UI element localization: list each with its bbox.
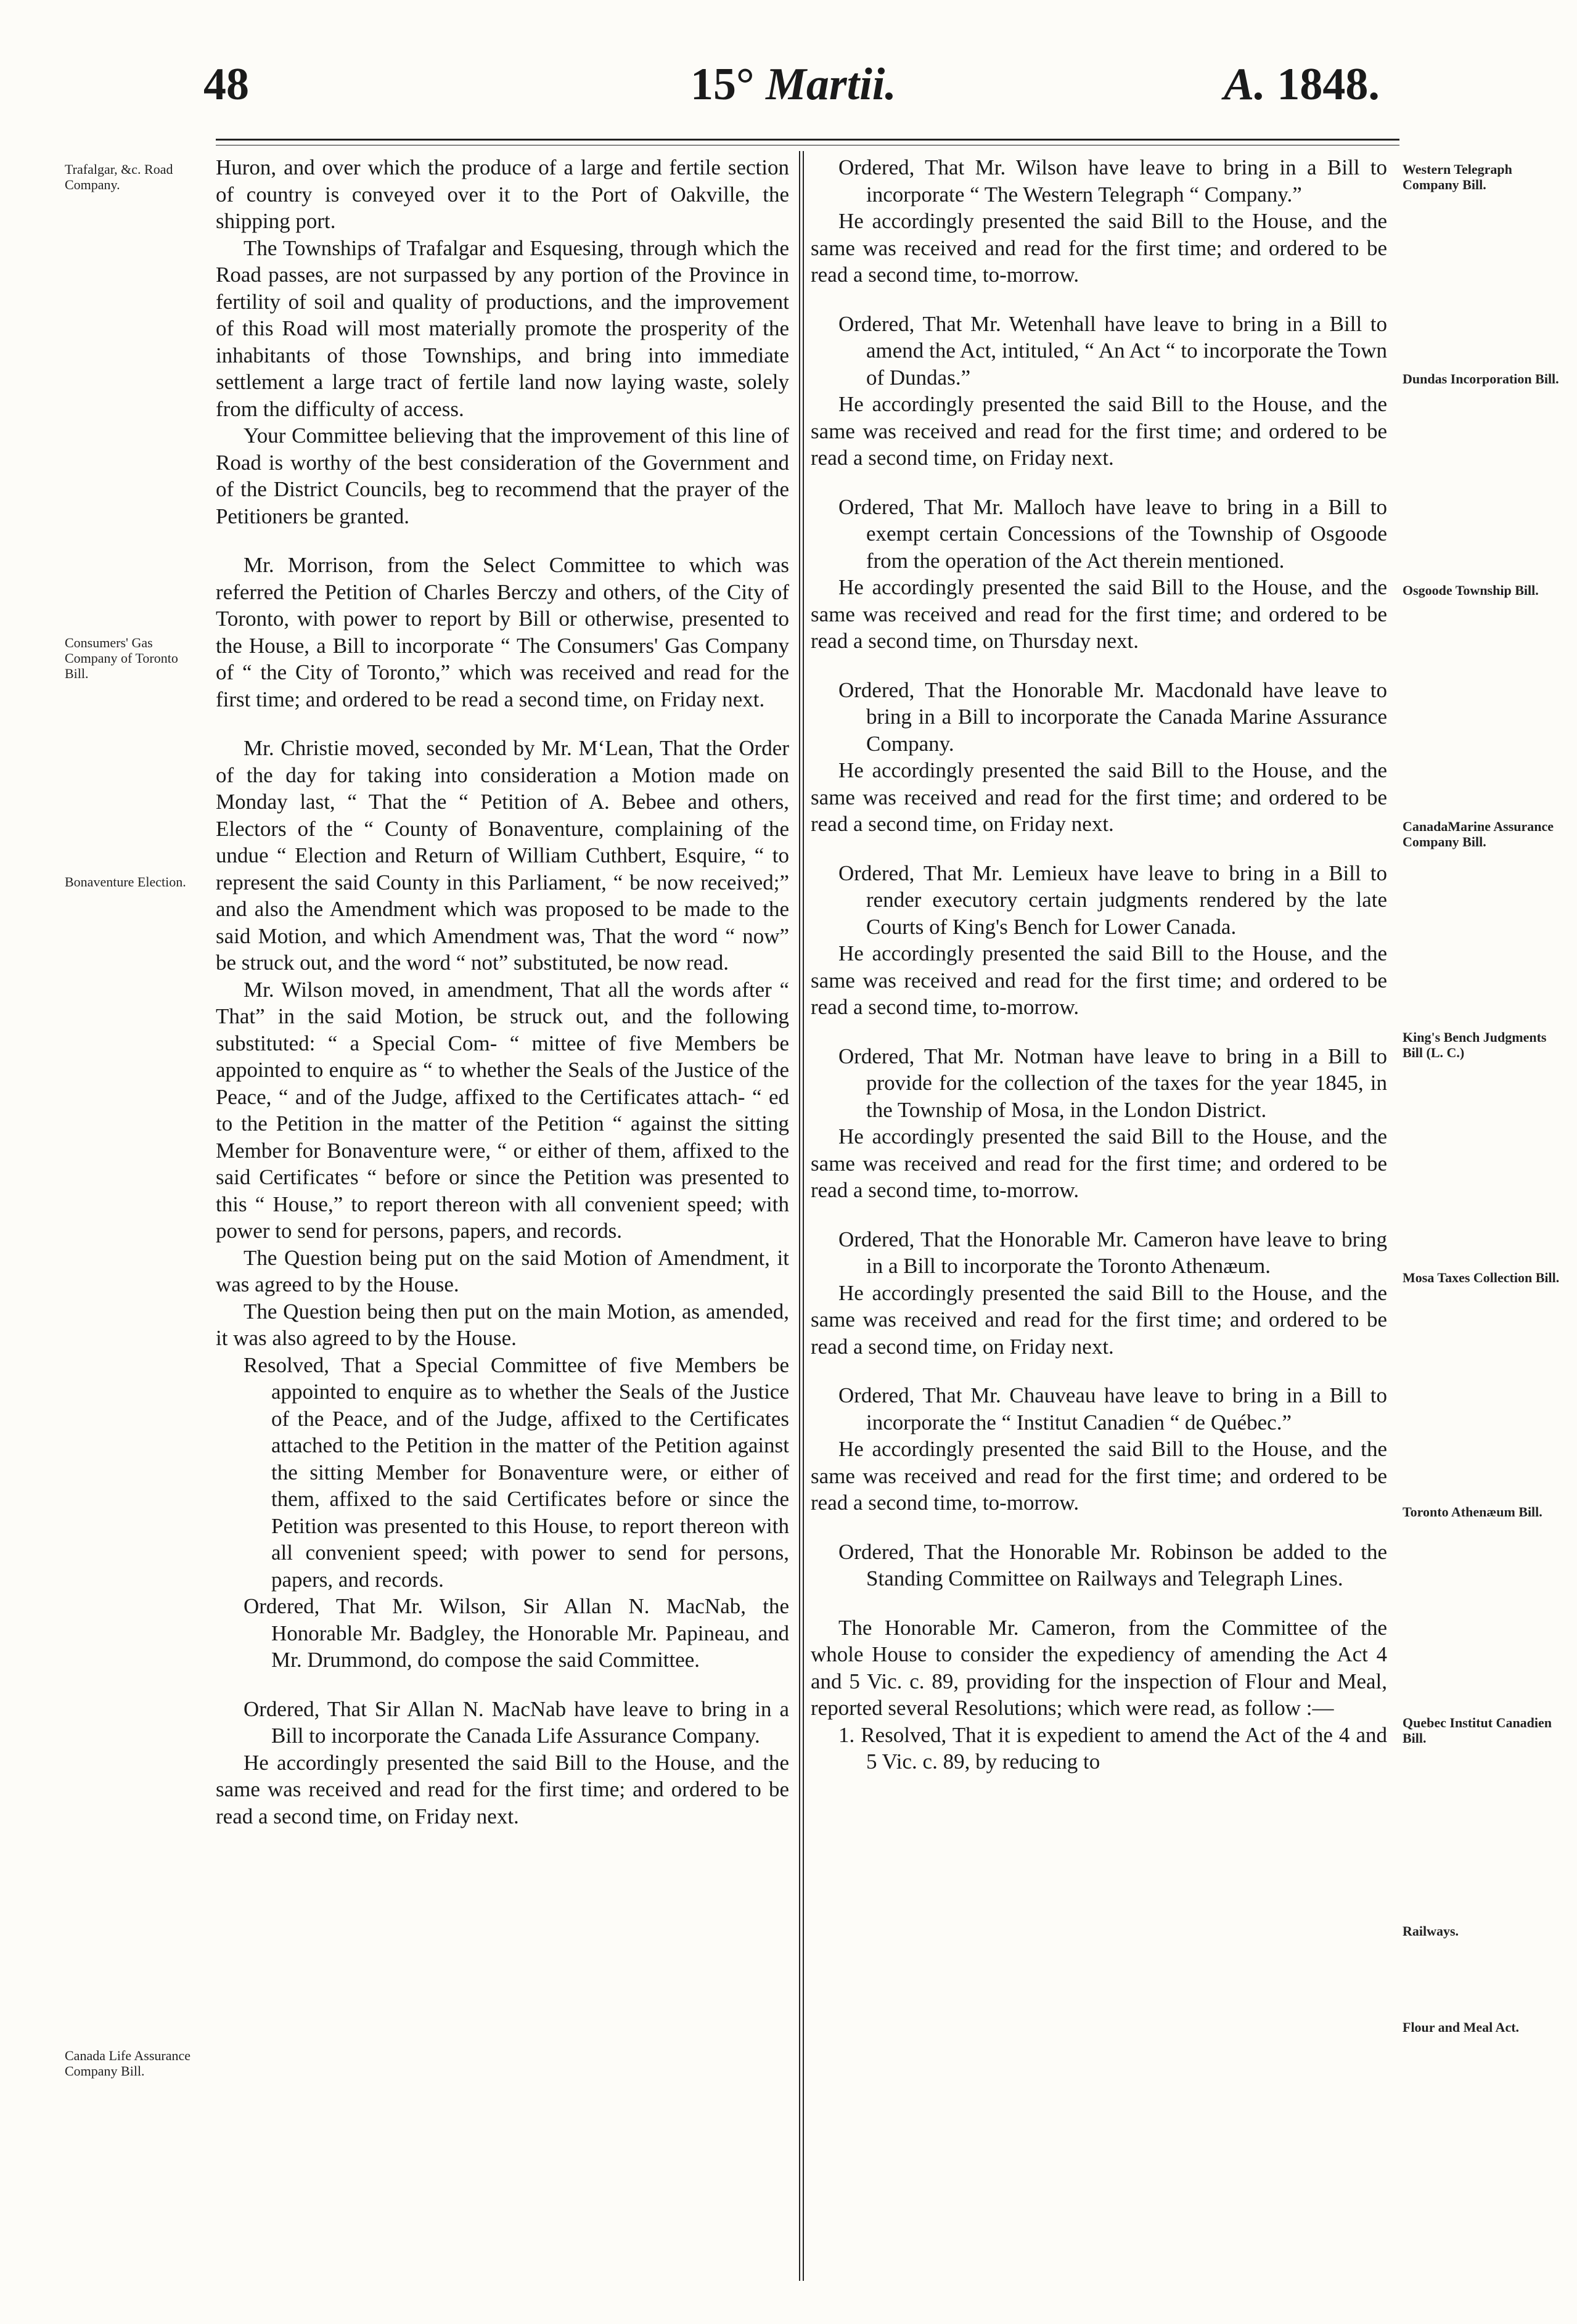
paragraph: He accordingly presented the said Bill to the House, and the same was received and read for the first time; and ordered to be read a second time, on Thursday next. [811, 575, 1387, 653]
paragraph: Ordered, That Mr. Chauveau have leave to bring in a Bill to incorporate the “ Institut Canadien “ de Québec.” [838, 1383, 1387, 1434]
left-column [216, 154, 789, 1830]
header-month: Martii. [766, 59, 896, 110]
paragraph: The Honorable Mr. Cameron, from the Committee of the whole House to consider the expediency of amending the Act 4 and 5 Vic. c. 89, providing for the inspection of Flour and Meal, reported several Resolutions; which were read, as follow :— [811, 1615, 1387, 1720]
paragraph: Ordered, That Mr. Notman have leave to bring in a Bill to provide for the collection of the taxes for the year 1845, in the Township of Mosa, in the London District. [838, 1044, 1387, 1122]
margin-note-western-telegraph: Western Telegraph Company Bill. [1403, 162, 1512, 192]
paragraph: Ordered, That Mr. Wilson, Sir Allan N. MacNab, the Honorable Mr. Badgley, the Honorable Mr. Papineau, and Mr. Drummond, do compose the said Committee. [244, 1594, 789, 1672]
header-rule-thick [216, 139, 1399, 141]
paragraph: He accordingly presented the said Bill to the House, and the same was received and read for the first time; and ordered to be read a second time, on Friday next. [811, 392, 1387, 470]
margin-note-kings-bench: King's Bench Judgments Bill (L. C.) [1403, 1029, 1547, 1060]
paragraph: Ordered, That Mr. Wilson have leave to bring in a Bill to incorporate “ The Western Telegraph “ Company.” [838, 155, 1387, 207]
margin-note-dundas: Dundas Incorporation Bill. [1403, 371, 1559, 387]
margin-note-mosa: Mosa Taxes Collection Bill. [1403, 1270, 1560, 1285]
header-year-value: 1848. [1277, 59, 1380, 110]
margin-note-canada-life: Canada Life Assurance Company Bill. [65, 2048, 191, 2079]
paragraph: Mr. Wilson moved, in amendment, That all the words after “ That” in the said Motion, be struck out, and the following substituted: “ a Special Com- “ mittee of five Members be appointed to enquire as “ to whether the Seals of the Justice of the Peace, “ and of the Judge, affixed to the Certificates attach- “ ed to the Petition in the matter of the Petition “ against the sitting Member for Bonaventure were, “ or either of them, affixed to the said Certificates “ before or since the Petition was presented to this “ House,” to report thereon with all convenient speed; with power to send for persons, papers, and records. [216, 977, 789, 1243]
paragraph: Ordered, That Sir Allan N. MacNab have leave to bring in a Bill to incorporate the Canada Life Assurance Company. [244, 1696, 789, 1748]
paragraph: He accordingly presented the said Bill to the House, and the same was received and read for the first time; and ordered to be read a second time, on Friday next. [811, 758, 1387, 836]
paragraph: The Question being then put on the main Motion, as amended, it was also agreed to by the House. [216, 1299, 789, 1350]
right-column [811, 154, 1387, 1775]
paragraph: Ordered, That the Honorable Mr. Cameron have leave to bring in a Bill to incorporate the Toronto Athenæum. [838, 1227, 1387, 1278]
margin-note-trafalgar: Trafalgar, &c. Road Company. [65, 162, 173, 192]
paragraph: Mr. Christie moved, seconded by Mr. M‘Lean, That the Order of the day for taking into consideration a Motion made on Monday last, “ That the “ Petition of A. Bebee and others, Electors of the “ County of Bonaventure, complaining of the undue “ Election and Return of William Cuthbert, Esquire, “ to represent the said County in this Parliament, “ be now received;” and also the Amendment which was proposed to be made to the said Motion, and which Amendment was, That the word “ now” be struck out, and the word “ not” substituted, be now read. [216, 736, 789, 975]
paragraph: Mr. Morrison, from the Select Committee to which was referred the Petition of Charles Berczy and others, of the City of Toronto, with power to report by Bill or otherwise, presented to the House, a Bill to incorporate “ The Consumers' Gas Company of “ the City of Toronto,” which was received and read for the first time; and ordered to be read a second time, on Friday next. [216, 553, 789, 711]
paragraph: He accordingly presented the said Bill to the House, and the same was received and read for the first time; and ordered to be read a second time, to-morrow. [811, 941, 1387, 1019]
paragraph: He accordingly presented the said Bill to the House, and the same was received and read for the first time; and ordered to be read a second time, on Friday next. [216, 1750, 789, 1828]
margin-note-osgoode: Osgoode Township Bill. [1403, 583, 1539, 598]
paragraph: He accordingly presented the said Bill to the House, and the same was received and read for the first time; and ordered to be read a second time, to-morrow. [811, 1124, 1387, 1202]
paragraph: Ordered, That Mr. Malloch have leave to bring in a Bill to exempt certain Concessions of the Township of Osgoode from the operation of the Act therein mentioned. [838, 494, 1387, 573]
margin-note-toronto-athenaeum: Toronto Athenæum Bill. [1403, 1504, 1542, 1520]
page-header [0, 59, 1577, 126]
margin-note-railways: Railways. [1403, 1923, 1459, 1939]
paragraph: Your Committee believing that the improvement of this line of Road is worthy of the best consideration of the Government and of the District Councils, beg to recommend that the prayer of the Petitioners be granted. [216, 423, 789, 528]
paragraph: Ordered, That Mr. Wetenhall have leave to bring in a Bill to amend the Act, intituled, “ An Act “ to incorporate the Town of Dundas.” [838, 311, 1387, 390]
margin-note-bonaventure: Bonaventure Election. [65, 874, 186, 890]
header-day: 15° [690, 59, 755, 110]
paragraph: Resolved, That a Special Committee of five Members be appointed to enquire as to whether the Seals of the Justice of the Peace, and of the Judge, affixed to the Certificates attached to the Petition in the matter of the Petition against the sitting Member for Bonaventure were, or either of them, affixed to the said Certificates before or since the Petition was presented to this House, to report thereon with all convenient speed; with power to send for persons, papers, and records. [244, 1352, 789, 1592]
paragraph: The Question being put on the said Motion of Amendment, it was agreed to by the House. [216, 1245, 789, 1296]
paragraph: Ordered, That Mr. Lemieux have leave to bring in a Bill to render executory certain judgments rendered by the late Courts of King's Bench for Lower Canada. [838, 861, 1387, 939]
header-date [690, 59, 896, 111]
paragraph: He accordingly presented the said Bill to the House, and the same was received and read for the first time; and ordered to be read a second time, to-morrow. [811, 1437, 1387, 1515]
column-divider-right [803, 151, 804, 2281]
paragraph: Ordered, That the Honorable Mr. Macdonald have leave to bring in a Bill to incorporate the Canada Marine Assurance Company. [838, 677, 1387, 756]
margin-note-flour-meal: Flour and Meal Act. [1403, 2019, 1520, 2035]
column-divider-left [799, 151, 800, 2281]
margin-note-canada-marine: CanadaMarine Assurance Company Bill. [1403, 819, 1554, 849]
margin-note-institut-canadien: Quebec Institut Canadien Bill. [1403, 1715, 1552, 1746]
paragraph: 1. Resolved, That it is expedient to amend the Act of the 4 and 5 Vic. c. 89, by reducing to [838, 1722, 1387, 1774]
header-year-prefix: A. [1224, 59, 1266, 110]
paragraph: The Townships of Trafalgar and Esquesing, through which the Road passes, are not surpassed by any portion of the Province in fertility of soil and quality of productions, and the improvement of this Road will most materially promote the prosperity of the inhabitants of those Townships, and bring into immediate settlement a large tract of fertile land now laying waste, solely from the difficulty of access. [216, 235, 789, 421]
margin-note-consumers-gas: Consumers' Gas Company of Toronto Bill. [65, 635, 178, 681]
page-number: 48 [203, 59, 249, 110]
header-year [1224, 59, 1380, 111]
paragraph: Ordered, That the Honorable Mr. Robinson be added to the Standing Committee on Railways and Telegraph Lines. [838, 1539, 1387, 1590]
paragraph: He accordingly presented the said Bill to the House, and the same was received and read for the first time; and ordered to be read a second time, to-morrow. [811, 209, 1387, 287]
paragraph: Huron, and over which the produce of a large and fertile section of country is conveyed over it to the Port of Oakville, the shipping port. [216, 155, 789, 233]
paragraph: He accordingly presented the said Bill to the House, and the same was received and read for the first time; and ordered to be read a second time, on Friday next. [811, 1280, 1387, 1359]
